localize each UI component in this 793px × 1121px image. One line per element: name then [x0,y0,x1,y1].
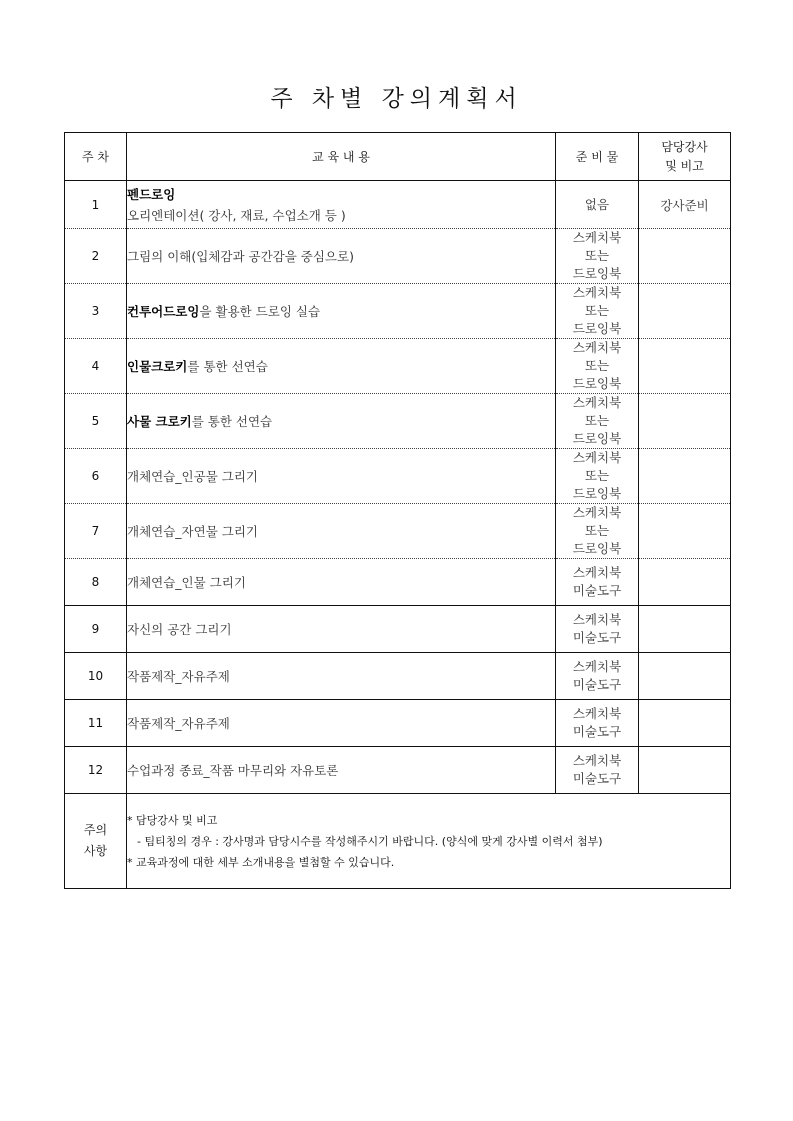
note-cell [639,606,731,653]
prep-item: 드로잉북 [572,266,622,281]
content-cell: 자신의 공간 그리기 [127,606,556,653]
week-number: 9 [65,606,127,653]
prep-item: 스케치북 [572,612,622,627]
header-row [65,133,731,181]
prep-cell [556,394,639,449]
caution-line: * 담당강사 및 비고 [127,813,218,827]
note-cell [639,559,731,606]
prep-item: 드로잉북 [572,541,622,556]
lecture-plan-table [64,132,731,889]
caution-label-line1: 주의 [83,823,108,837]
caution-line: * 교육과정에 대한 세부 소개내용을 별첨할 수 있습니다. [127,855,395,869]
note-cell [639,339,731,394]
content-cell: 작품제작_자유주제 [127,700,556,747]
prep-item: 또는 [584,358,610,373]
header-prep: 준 비 물 [556,133,639,181]
prep-item: 또는 [584,413,610,428]
week-number: 4 [65,339,127,394]
prep-cell [556,653,639,700]
content-cell: 수업과정 종료_작품 마무리와 자유토론 [127,747,556,794]
content-bold: 인물크로키 [127,359,188,374]
table-row [65,181,731,229]
prep-item: 또는 [584,303,610,318]
content-cell: 작품제작_자유주제 [127,653,556,700]
prep-item: 드로잉북 [572,431,622,446]
prep-cell [556,559,639,606]
prep-item: 또는 [584,523,610,538]
week-number: 3 [65,284,127,339]
content-bold: 사물 크로키 [127,414,192,429]
prep-cell [556,229,639,284]
content-bold: 컨투어드로잉 [127,304,200,319]
content-cell: 개체연습_자연물 그리기 [127,504,556,559]
prep-cell [556,449,639,504]
prep-cell [556,606,639,653]
table-row [65,339,731,394]
content-cell: 개체연습_인공물 그리기 [127,449,556,504]
week-number: 12 [65,747,127,794]
prep-item: 스케치북 [572,285,622,300]
content-text: 를 통한 선연습 [187,359,268,374]
content-cell [127,181,556,229]
note-cell [639,653,731,700]
week-number: 1 [65,181,127,229]
caution-row [65,794,731,889]
prep-item: 스케치북 [572,565,622,580]
header-week: 주 차 [65,133,127,181]
prep-item: 미술도구 [572,724,622,739]
week-number: 6 [65,449,127,504]
note-cell [639,229,731,284]
note-cell: 강사준비 [639,181,731,229]
prep-item: 스케치북 [572,706,622,721]
prep-cell [556,700,639,747]
week-number: 8 [65,559,127,606]
header-note-line2: 및 비고 [665,158,704,173]
prep-item: 미술도구 [572,677,622,692]
table-row [65,394,731,449]
prep-item: 스케치북 [572,753,622,768]
content-cell [127,394,556,449]
table-row [65,229,731,284]
prep-item: 또는 [584,468,610,483]
document-title: 주 차별 강의계획서 [270,86,523,112]
prep-cell [556,504,639,559]
header-note-line1: 담당강사 [661,139,708,154]
week-number: 11 [65,700,127,747]
week-number: 7 [65,504,127,559]
table-row [65,284,731,339]
note-cell [639,700,731,747]
prep-item: 드로잉북 [572,321,622,336]
week-number: 2 [65,229,127,284]
week-number: 10 [65,653,127,700]
table-row [65,653,731,700]
prep-item: 스케치북 [572,230,622,245]
prep-item: 스케치북 [572,340,622,355]
caution-label-line2: 사항 [83,844,108,858]
content-cell: 그림의 이해(입체감과 공간감을 중심으로) [127,229,556,284]
note-cell [639,449,731,504]
header-content: 교 육 내 용 [127,133,556,181]
prep-item: 없음 [584,196,610,212]
caution-line: - 팀티칭의 경우 : 강사명과 담당시수를 작성해주시기 바랍니다. (양식에 맞게 강사별 이력서 첨부) [137,834,603,848]
prep-cell [556,181,639,229]
caution-body [127,794,731,889]
table-row [65,747,731,794]
content-cell [127,284,556,339]
content-cell: 개체연습_인물 그리기 [127,559,556,606]
prep-item: 미술도구 [572,630,622,645]
prep-item: 미술도구 [572,771,622,786]
prep-item: 스케치북 [572,505,622,520]
table-row [65,606,731,653]
content-cell [127,339,556,394]
content-text: 를 통한 선연습 [191,414,273,429]
content-text: 을 활용한 드로잉 실습 [199,304,321,319]
prep-cell [556,747,639,794]
prep-item: 스케치북 [572,659,622,674]
table-row [65,449,731,504]
note-cell [639,747,731,794]
content-text: 오리엔테이션( 강사, 재료, 수업소개 등 ) [127,207,346,223]
header-note [639,133,731,181]
table-row [65,700,731,747]
prep-item: 스케치북 [572,450,622,465]
content-bold: 펜드로잉 [127,186,176,202]
table-row [65,504,731,559]
note-cell [639,284,731,339]
prep-item: 미술도구 [572,583,622,598]
week-number: 5 [65,394,127,449]
prep-item: 스케치북 [572,395,622,410]
prep-item: 드로잉북 [572,376,622,391]
prep-item: 드로잉북 [572,486,622,501]
table-row [65,559,731,606]
note-cell [639,394,731,449]
prep-cell [556,284,639,339]
caution-label [65,794,127,889]
note-cell [639,504,731,559]
prep-cell [556,339,639,394]
prep-item: 또는 [584,248,610,263]
